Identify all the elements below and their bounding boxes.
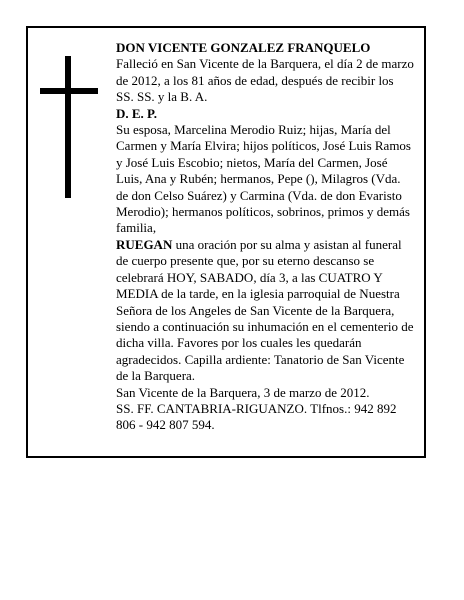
notice-body bbox=[116, 40, 414, 434]
funeral-home: SS. FF. CANTABRIA-RIGUANZO. Tlfnos.: 942 892 806 - 942 807 594. bbox=[116, 400, 397, 433]
cross-horizontal-bar bbox=[40, 88, 98, 94]
deceased-name: DON VICENTE GONZALEZ FRANQUELO bbox=[116, 40, 371, 55]
family-list: Su esposa, Marcelina Merodio Ruiz; hijas, María del Carmen y María Elvira; hijos políticos, José Luis Ramos y José Luis Escobio; nietos, María del Carmen, José Luis, Ana y Rubén; hermanos, Pepe (), Milagros (Vda. de don Celso Suárez) y Carmina (Vda. de don Evaristo Merodio); hermanos políticos, sobrinos, primos y demás familia, bbox=[116, 122, 411, 236]
request-text: una oración por su alma y asistan al funeral de cuerpo presente que, por su eterno descanso se celebrará HOY, SABADO, día 3, a las CUATRO Y MEDIA de la tarde, en la iglesia parroquial de Nuestra Señora de los Angeles de San Vicente de la Barquera, siendo a continuación su inhumación en el cementerio de dicha villa. Favores por los cuales les quedarán agradecidos. Capilla ardiente: Tanatorio de San Vicente de la Barquera. bbox=[116, 236, 414, 384]
request-paragraph bbox=[116, 237, 414, 385]
cross-vertical-bar bbox=[65, 56, 71, 198]
obituary-notice bbox=[26, 26, 426, 458]
place-date: San Vicente de la Barquera, 3 de marzo de 2012. bbox=[116, 384, 370, 400]
request-keyword: RUEGAN bbox=[116, 236, 173, 252]
cross-icon bbox=[40, 56, 98, 198]
rip-heading: D. E. P. bbox=[116, 105, 158, 121]
death-info: Falleció en San Vicente de la Barquera, el día 2 de marzo de 2012, a los 81 años de edad, después de recibir los SS. SS. y la B. A. bbox=[116, 56, 414, 105]
